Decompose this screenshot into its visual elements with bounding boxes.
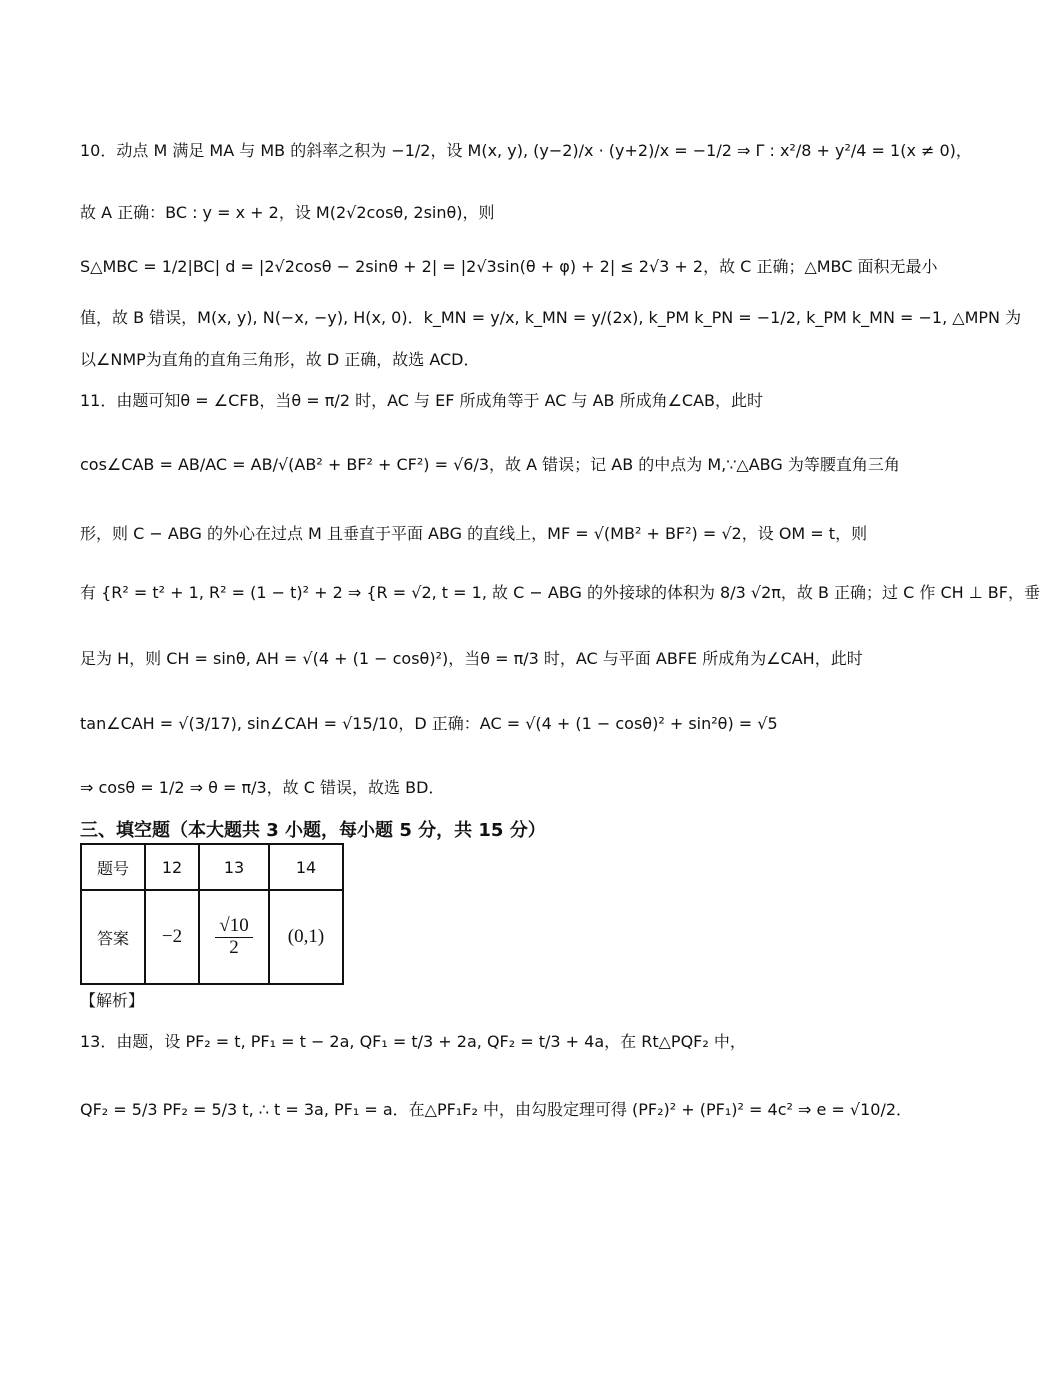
q11-line-6: tan∠CAH = √(3/17), sin∠CAH = √15/10，D 正确：AC = √(4 + (1 − cosθ)² + sin²θ) = √5 [80, 714, 778, 733]
answer-cell-12: −2 [145, 890, 199, 984]
header-cell-12: 12 [145, 844, 199, 890]
header-cell-14: 14 [269, 844, 343, 890]
q11-line-2: cos∠CAB = AB/AC = AB/√(AB² + BF² + CF²) = √6/3，故 A 错误；记 AB 的中点为 M,∵△ABG 为等腰直角三角 [80, 455, 900, 474]
section-3-title: 三、填空题（本大题共 3 小题，每小题 5 分，共 15 分） [80, 820, 546, 841]
analysis-label: 【解析】 [80, 991, 145, 1010]
q10-line-3: S△MBC = 1/2|BC| d = |2√2cosθ − 2sinθ + 2| = |2√3sin(θ + φ) + 2| ≤ 2√3 + 2，故 C 正确；△MBC 面积无最小 [80, 257, 938, 276]
answer-cell-13 [199, 890, 269, 984]
header-cell-13: 13 [199, 844, 269, 890]
answer-13-fraction [215, 916, 252, 959]
answer-13-denominator: 2 [229, 936, 239, 958]
header-cell-label: 题号 [81, 844, 145, 890]
answer-table-answer-row [81, 890, 343, 984]
q11-line-7: ⇒ cosθ = 1/2 ⇒ θ = π/3，故 C 错误，故选 BD． [80, 778, 445, 797]
q13-line-1: 13．由题，设 PF₂ = t, PF₁ = t − 2a, QF₁ = t/3 + 2a, QF₂ = t/3 + 4a，在 Rt△PQF₂ 中， [80, 1032, 746, 1051]
answer-table [80, 843, 344, 985]
q11-line-4: 有 {R² = t² + 1, R² = (1 − t)² + 2 ⇒ {R = √2, t = 1, 故 C − ABG 的外接球的体积为 8/3 √2π，故 B 正确；过 C 作 CH ⊥ BF，垂 [80, 583, 1040, 602]
q11-line-1: 11．由题可知θ = ∠CFB，当θ = π/2 时，AC 与 EF 所成角等于 AC 与 AB 所成角∠CAB，此时 [80, 391, 764, 410]
q11-line-5: 足为 H，则 CH = sinθ, AH = √(4 + (1 − cosθ)²)，当θ = π/3 时，AC 与平面 ABFE 所成角为∠CAH，此时 [80, 649, 863, 668]
answer-table-header-row [81, 844, 343, 890]
q10-line-2: 故 A 正确：BC : y = x + 2，设 M(2√2cosθ, 2sinθ)，则 [80, 203, 495, 222]
q11-line-3: 形，则 C − ABG 的外心在过点 M 且垂直于平面 ABG 的直线上，MF = √(MB² + BF²) = √2，设 OM = t，则 [80, 524, 868, 543]
q13-line-2: QF₂ = 5/3 PF₂ = 5/3 t, ∴ t = 3a, PF₁ = a．在△PF₁F₂ 中，由勾股定理可得 (PF₂)² + (PF₁)² = 4c² ⇒ e = √10/2． [80, 1100, 913, 1119]
answer-13-numerator: √10 [215, 916, 252, 938]
q10-line-1: 10．动点 M 满足 MA 与 MB 的斜率之积为 −1/2，设 M(x, y), (y−2)/x · (y+2)/x = −1/2 ⇒ Γ : x²/8 + y²/4 = 1(x ≠ 0)， [80, 141, 972, 160]
q10-line-5: 以∠NMP为直角的直角三角形，故 D 正确，故选 ACD． [80, 350, 480, 369]
row-label-cell: 答案 [81, 890, 145, 984]
answer-cell-14: (0,1) [269, 890, 343, 984]
q10-line-4: 值，故 B 错误，M(x, y), N(−x, −y), H(x, 0)．k_MN = y/x, k_MN = y/(2x), k_PM k_PN = −1/2, k_PM k_MN = −1, △MPN 为 [80, 308, 1022, 327]
